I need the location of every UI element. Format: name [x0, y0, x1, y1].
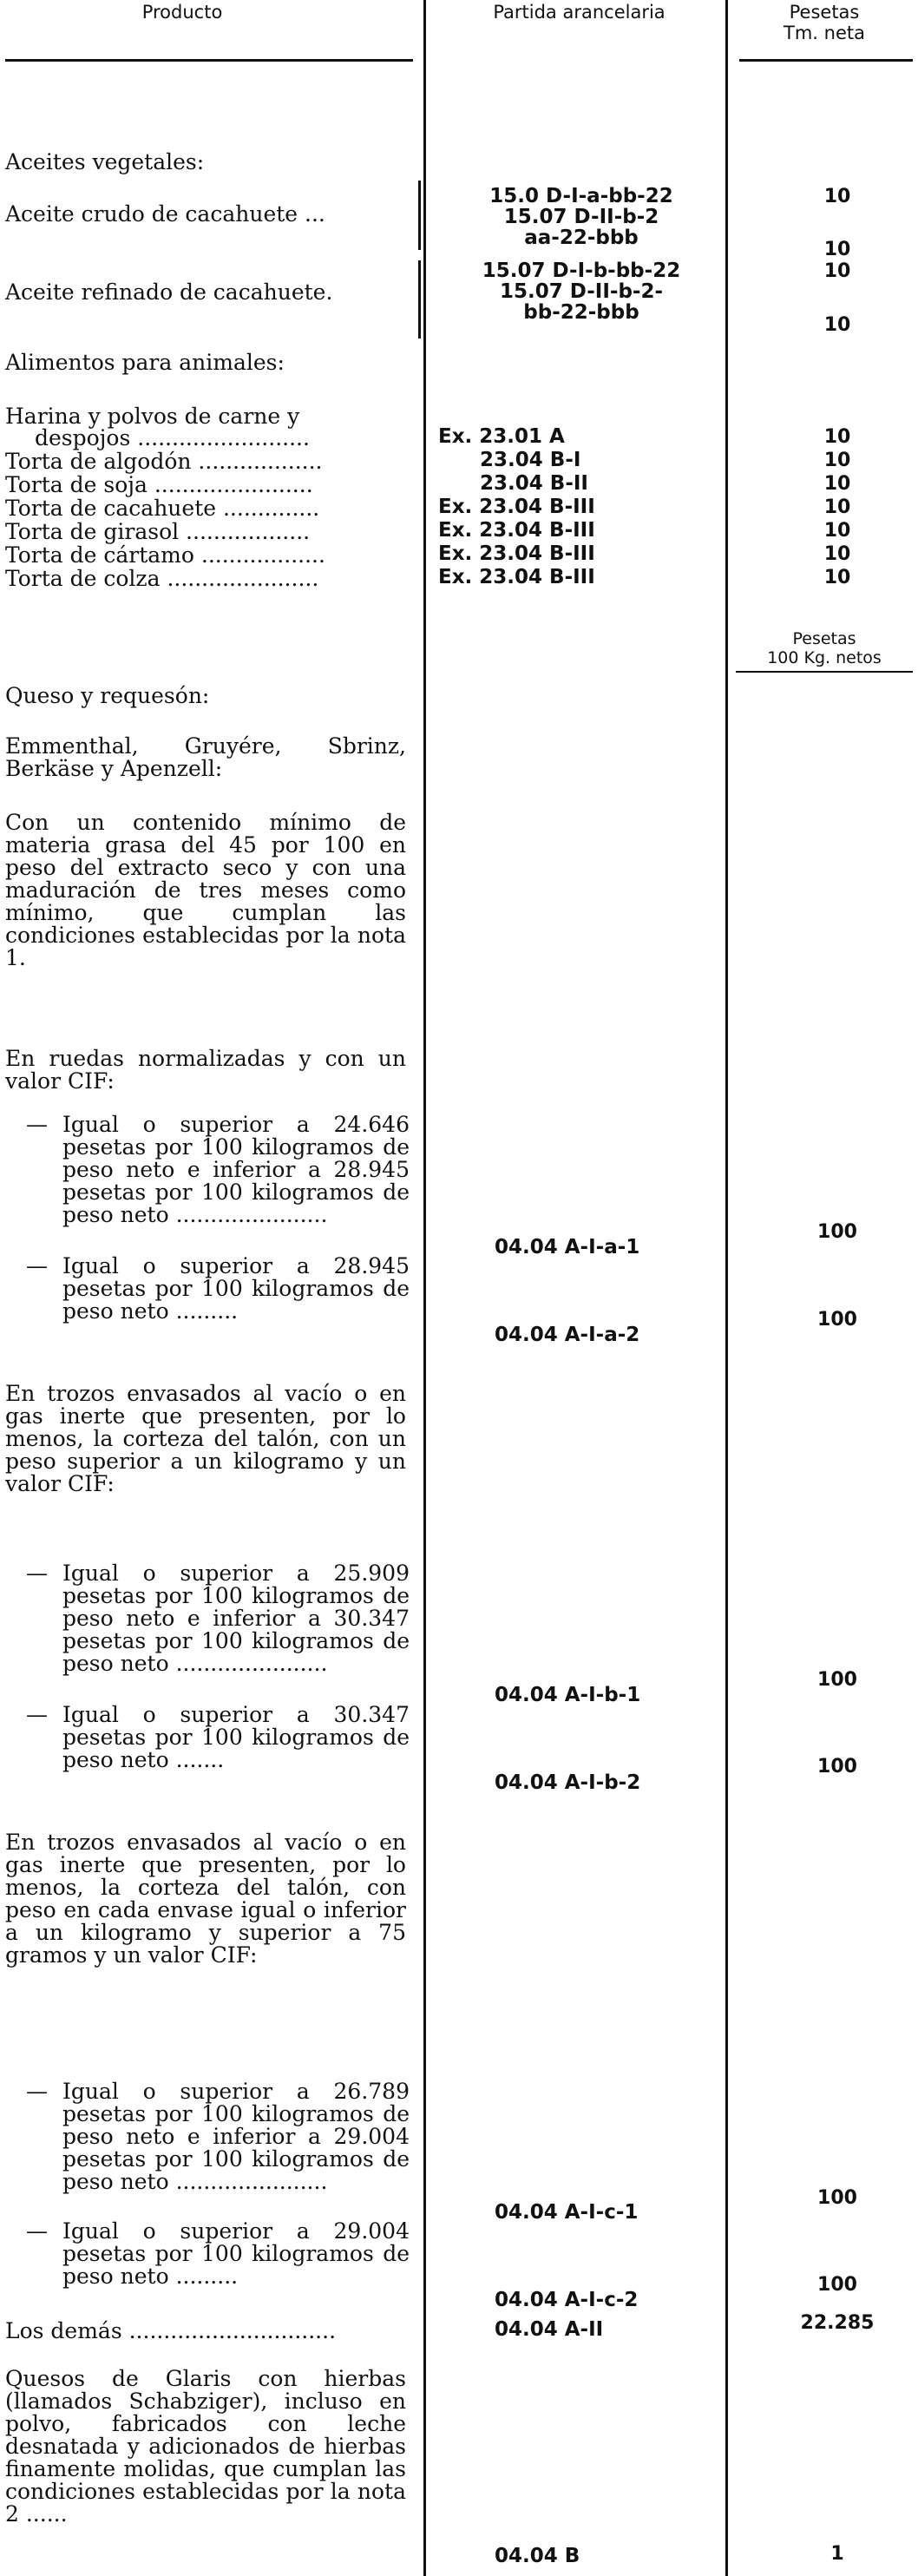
torta-girasol-label: Torta de girasol .................. [5, 519, 311, 544]
torta-colza-label: Torta de colza ...................... [5, 566, 319, 591]
dash-a2: — [26, 1253, 48, 1278]
dash-b1: — [26, 1561, 48, 1586]
value-a1: 100 [817, 1221, 857, 1243]
value-a2: 100 [817, 1309, 857, 1331]
trozos-c2-text: Igual o superior a 29.004 pesetas por 100 kilogramos de peso neto ......... [62, 2218, 410, 2289]
header-rule-left [5, 59, 413, 62]
code-b1: 04.04 A-I-b-1 [495, 1684, 641, 1706]
torta-cacahuete-value: 10 [823, 496, 851, 518]
aceite-crudo-brace [418, 181, 431, 250]
torta-algodon-label: Torta de algodón .................. [5, 449, 323, 474]
torta-cartamo-value: 10 [823, 543, 851, 565]
ruedas-heading: En ruedas normalizadas y con un valor CIF: [5, 1046, 406, 1094]
queso-unit [738, 629, 911, 667]
value-demas: 22.285 [800, 2312, 875, 2334]
torta-colza-code: Ex. 23.04 B-III [438, 566, 595, 588]
header-pesetas [738, 2, 911, 43]
dash-c2: — [26, 2218, 48, 2244]
aceite-refinado-codes [438, 260, 725, 323]
aceite-refinado-code-1: 15.07 D-I-b-bb-22 [482, 260, 681, 282]
torta-algodon-code: 23.04 B-I [438, 449, 581, 471]
ruedas-a1-text: Igual o superior a 24.646 pesetas por 100 kilogramos de peso neto e inferior a 28.945 pesetas por 100 kilogramos de peso neto ...................... [62, 1112, 410, 1227]
emmenthal-heading: Emmenthal, Gruyére, Sbrinz, Berkäse y Apenzell: [5, 733, 406, 781]
contenido-paragraph: Con un contenido mínimo de materia grasa del 45 por 100 en peso del extracto seco y con una maduración de tres meses como mínimo, que cumplan las condiciones establecidas por la nota 1. [5, 810, 406, 970]
header-pesetas-line2: Tm. neta [784, 23, 865, 43]
torta-soja-value: 10 [823, 473, 851, 495]
dash-a1: — [26, 1112, 48, 1137]
aceite-crudo-code-3: aa-22-bbb [524, 227, 639, 249]
torta-algodon-value: 10 [823, 450, 851, 471]
aceites-heading: Aceites vegetales: [5, 149, 205, 174]
torta-cartamo-code: Ex. 23.04 B-III [438, 542, 595, 565]
harina-value: 10 [823, 426, 851, 448]
column-rule-right [725, 0, 728, 2576]
trozos-b-heading: En trozos envasados al vacío o en gas inerte que presenten, por lo menos, la corteza del talón, con un peso superior a un kilogramo y un valor CIF: [5, 1381, 406, 1496]
code-glaris: 04.04 B [495, 2545, 580, 2567]
trozos-c-heading: En trozos envasados al vacío o en gas inerte que presenten, por lo menos, la corteza del talón, con peso en cada envase igual o inferior a un kilogramo y superior a 75 gramos y un valor CIF: [5, 1830, 406, 1968]
harina-label-1: Harina y polvos de carne y [5, 404, 300, 429]
trozos-c1-text: Igual o superior a 26.789 pesetas por 100 kilogramos de peso neto e inferior a 29.004 pesetas por 100 kilogramos de peso neto ...................... [62, 2079, 410, 2194]
aceite-crudo-codes [438, 186, 725, 248]
aceite-refinado-code-2: 15.07 D-II-b-2- [499, 280, 664, 303]
queso-unit-rule [736, 671, 913, 673]
header-partida: Partida arancelaria [493, 2, 666, 23]
aceite-refinado-code-3: bb-22-bbb [523, 301, 639, 324]
value-b1: 100 [817, 1669, 857, 1691]
code-a2: 04.04 A-I-a-2 [495, 1324, 640, 1346]
torta-soja-code: 23.04 B-II [438, 472, 588, 495]
torta-cacahuete-code: Ex. 23.04 B-III [438, 496, 595, 518]
aceite-crudo-code-2: 15.07 D-II-b-2 [503, 206, 659, 228]
torta-cartamo-label: Torta de cártamo .................. [5, 542, 325, 568]
glaris-paragraph: Quesos de Glaris con hierbas (llamados Schabziger), incluso en polvo, fabricados con leche desnatada y adicionados de hierbas finamente molidas, que cumplan las condiciones establecidas por la nota 2 ...... [5, 2366, 406, 2527]
aceite-crudo-label: Aceite crudo de cacahuete ... [5, 201, 325, 227]
harina-label-2: despojos ......................... [35, 425, 310, 450]
code-c1: 04.04 A-I-c-1 [495, 2201, 639, 2224]
header-rule-right [739, 59, 913, 62]
torta-soja-label: Torta de soja ....................... [5, 472, 313, 497]
aceite-crudo-code-1: 15.0 D-I-a-bb-22 [489, 185, 673, 207]
code-a1: 04.04 A-I-a-1 [495, 1236, 640, 1258]
column-rule-left [423, 0, 426, 2576]
queso-unit-line1: Pesetas [792, 629, 856, 648]
aceite-refinado-value-2: 10 [823, 314, 851, 336]
value-glaris: 1 [830, 2543, 844, 2565]
trozos-b1-text: Igual o superior a 25.909 pesetas por 100 kilogramos de peso neto e inferior a 30.347 pesetas por 100 kilogramos de peso neto ...................... [62, 1561, 410, 1676]
trozos-b2-text: Igual o superior a 30.347 pesetas por 100 kilogramos de peso neto ....... [62, 1702, 410, 1772]
value-b2: 100 [817, 1756, 857, 1778]
aceite-crudo-value-2: 10 [823, 239, 851, 260]
aceite-refinado-value-1: 10 [823, 260, 851, 282]
code-demas: 04.04 A-II [495, 2318, 604, 2341]
aceite-crudo-value-1: 10 [823, 186, 851, 207]
ruedas-a2-text: Igual o superior a 28.945 pesetas por 100 kilogramos de peso neto ......... [62, 1253, 410, 1324]
torta-girasol-value: 10 [823, 520, 851, 542]
los-demas-label: Los demás .............................. [5, 2318, 337, 2343]
code-c2: 04.04 A-I-c-2 [495, 2289, 639, 2311]
aceite-refinado-label: Aceite refinado de cacahuete. [5, 279, 333, 305]
aceite-refinado-brace [418, 260, 431, 338]
torta-colza-value: 10 [823, 567, 851, 588]
code-b2: 04.04 A-I-b-2 [495, 1771, 641, 1794]
queso-heading: Queso y requesón: [5, 683, 210, 708]
harina-code: Ex. 23.01 A [438, 425, 565, 448]
header-pesetas-line1: Pesetas [789, 2, 860, 23]
value-c2: 100 [817, 2274, 857, 2296]
queso-unit-line2: 100 Kg. netos [767, 648, 882, 667]
torta-girasol-code: Ex. 23.04 B-III [438, 519, 595, 542]
torta-cacahuete-label: Torta de cacahuete .............. [5, 496, 320, 521]
dash-c1: — [26, 2079, 48, 2104]
alimentos-heading: Alimentos para animales: [5, 350, 285, 375]
dash-b2: — [26, 1702, 48, 1727]
header-producto: Producto [141, 2, 223, 23]
value-c1: 100 [817, 2187, 857, 2209]
